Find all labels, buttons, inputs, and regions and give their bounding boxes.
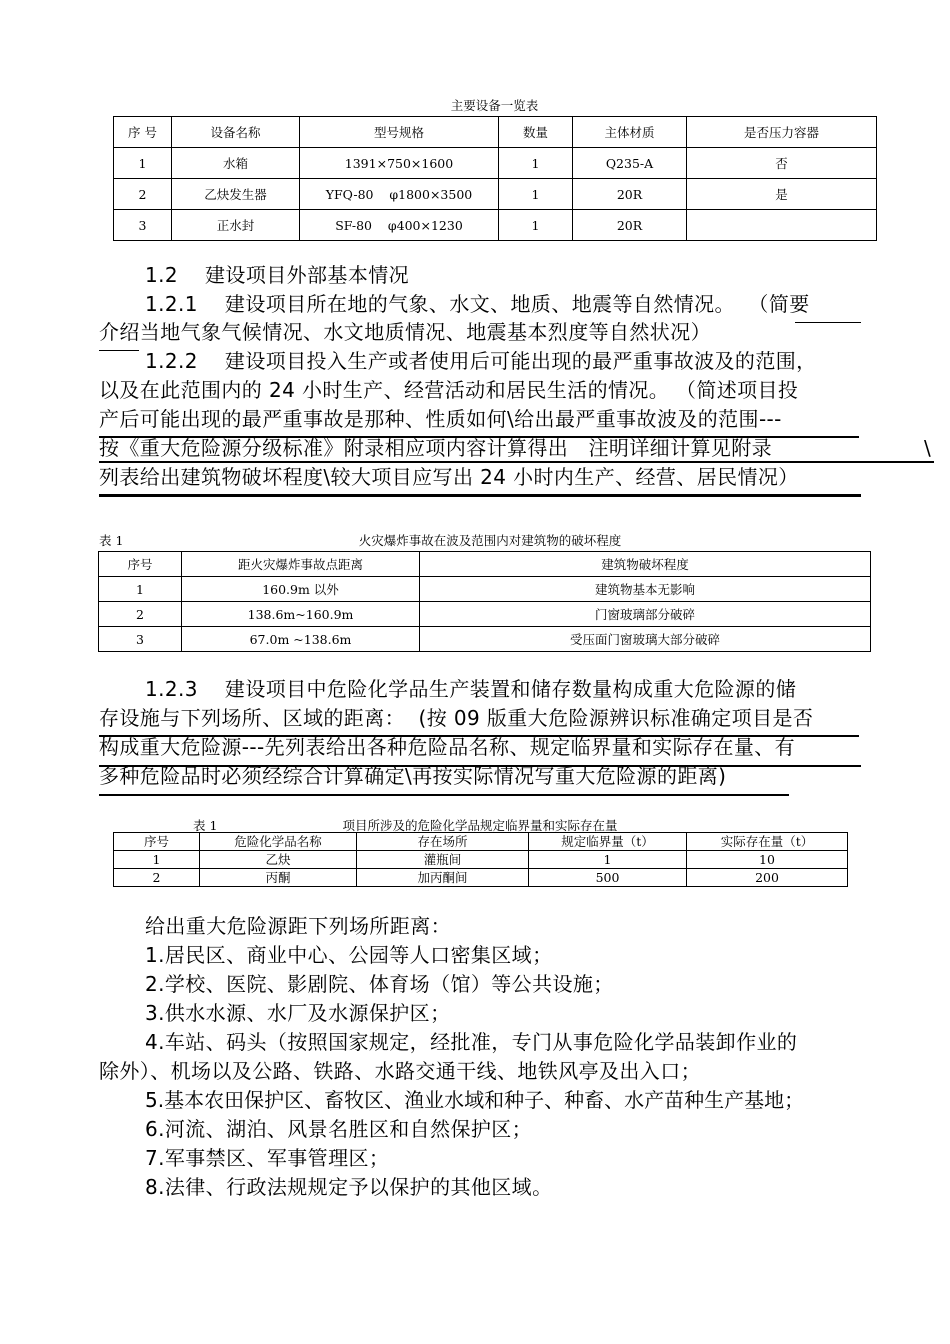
- underline-rule: [99, 350, 139, 351]
- paragraph-line: 介绍当地气象气候情况、水文地质情况、地震基本烈度等自然状况）: [99, 320, 711, 344]
- table-header-row: [99, 552, 871, 577]
- table-cell: 乙炔发生器: [172, 179, 300, 210]
- table-cell: 水箱: [172, 148, 300, 179]
- header-cell: 数量: [499, 117, 573, 148]
- table-cell: 1: [114, 851, 200, 869]
- table-header-row: [114, 117, 877, 148]
- table-cell: 受压面门窗玻璃大部分破碎: [420, 627, 871, 652]
- table-header-row: [114, 833, 848, 851]
- table-cell: 是: [687, 179, 877, 210]
- table-cell: 1: [529, 851, 687, 869]
- table-row: [114, 869, 848, 887]
- table-cell: 丙酮: [200, 869, 357, 887]
- table-cell: 1: [114, 148, 172, 179]
- table-cell: 2: [114, 179, 172, 210]
- table-cell: 1: [99, 577, 182, 602]
- table-cell: 1391×750×1600: [300, 148, 499, 179]
- table-row: [114, 851, 848, 869]
- header-cell: 主体材质: [573, 117, 687, 148]
- list-item: 3.供水水源、水厂及水源保护区；: [145, 1001, 451, 1025]
- list-item: 6.河流、湖泊、风景名胜区和自然保护区；: [145, 1117, 533, 1141]
- table-cell: 160.9m 以外: [182, 577, 420, 602]
- table-cell: 乙炔: [200, 851, 357, 869]
- paragraph-line: 存设施与下列场所、区域的距离： (按 09 版重大危险源辨识标准确定项目是否: [99, 706, 814, 730]
- table-cell: 3: [114, 210, 172, 241]
- table-cell: 20R: [573, 210, 687, 241]
- list-item: 2.学校、医院、影剧院、体育场（馆）等公共设施；: [145, 972, 614, 996]
- chem-table-caption: 项目所涉及的危险化学品规定临界量和实际存在量: [342, 818, 618, 833]
- paragraph-line: 构成重大危险源---先列表给出各种危险品名称、规定临界量和实际存在量、有: [99, 735, 796, 759]
- table-cell: 建筑物基本无影响: [420, 577, 871, 602]
- table-cell: SF-80 φ400×1230: [300, 210, 499, 241]
- table-label: 表 1: [99, 533, 124, 548]
- equipment-table: [113, 116, 877, 241]
- table-cell: 20R: [573, 179, 687, 210]
- table-cell: 1: [499, 210, 573, 241]
- header-cell: 实际存在量（t）: [687, 833, 848, 851]
- table-cell: 否: [687, 148, 877, 179]
- paragraph-line: 按《重大危险源分级标准》附录相应项内容计算得出 注明详细计算见附录: [99, 436, 773, 460]
- table-cell: 2: [114, 869, 200, 887]
- list-intro: 给出重大危险源距下列场所距离：: [145, 914, 451, 938]
- table-cell: 1: [499, 179, 573, 210]
- chemicals-table: [113, 832, 848, 887]
- table-cell: 67.0m ~138.6m: [182, 627, 420, 652]
- table-cell: Q235-A: [573, 148, 687, 179]
- table-cell: 3: [99, 627, 182, 652]
- list-item: 1.居民区、商业中心、公园等人口密集区域；: [145, 943, 553, 967]
- table-cell: 1: [499, 148, 573, 179]
- paragraph-line: 产后可能出现的最严重事故是那种、性质如何\给出最严重事故波及的范围---: [99, 407, 782, 431]
- table-row: [114, 179, 877, 210]
- table-label: 表 1: [193, 818, 218, 833]
- list-item: 除外）、机场以及公路、铁路、水路交通干线、地铁风亭及出入口；: [99, 1059, 701, 1083]
- paragraph-line: 1.2.1 建设项目所在地的气象、水文、地质、地震等自然情况。 （简要: [145, 292, 810, 316]
- table-cell: 200: [687, 869, 848, 887]
- table-cell: 正水封: [172, 210, 300, 241]
- table-cell: 500: [529, 869, 687, 887]
- header-cell: 危险化学品名称: [200, 833, 357, 851]
- fire-table-caption: 火灾爆炸事故在波及范围内对建筑物的破坏程度: [358, 533, 622, 548]
- table-row: [99, 602, 871, 627]
- header-cell: 型号规格: [300, 117, 499, 148]
- header-cell: 设备名称: [172, 117, 300, 148]
- header-cell: 序号: [99, 552, 182, 577]
- header-cell: 规定临界量（t）: [529, 833, 687, 851]
- table-cell: 2: [99, 602, 182, 627]
- header-cell: 距火灾爆炸事故点距离: [182, 552, 420, 577]
- table-row: [114, 210, 877, 241]
- header-cell: 是否压力容器: [687, 117, 877, 148]
- table-cell: 加丙酮间: [357, 869, 529, 887]
- list-item: 4.车站、码头（按照国家规定，经批准，专门从事危险化学品装卸作业的: [145, 1030, 798, 1054]
- table-cell: 灌瓶间: [357, 851, 529, 869]
- paragraph-line: 列表给出建筑物破坏程度\较大项目应写出 24 小时内生产、经营、居民情况）: [99, 465, 799, 489]
- table-cell: 门窗玻璃部分破碎: [420, 602, 871, 627]
- paragraph-line: 1.2.2 建设项目投入生产或者使用后可能出现的最严重事故波及的范围，: [145, 349, 817, 373]
- table-row: [99, 627, 871, 652]
- section-heading: 1.2 建设项目外部基本情况: [145, 263, 410, 287]
- equipment-table-caption: 主要设备一览表: [450, 98, 539, 113]
- paragraph-line: 多种危险品时必须经综合计算确定\再按实际情况写重大危险源的距离): [99, 764, 727, 788]
- paragraph-line: 以及在此范围内的 24 小时生产、经营活动和居民生活的情况。 （简述项目投: [99, 378, 799, 402]
- header-cell: 序 号: [114, 117, 172, 148]
- list-item: 8.法律、行政法规规定予以保护的其他区域。: [145, 1175, 553, 1199]
- list-item: 5.基本农田保护区、畜牧区、渔业水域和种子、种畜、水产苗种生产基地；: [145, 1088, 805, 1112]
- underline-rule: [795, 322, 861, 323]
- table-cell: [687, 210, 877, 241]
- underline-rule: [99, 494, 861, 497]
- fire-damage-table: [98, 551, 871, 652]
- header-cell: 序号: [114, 833, 200, 851]
- table-row: [99, 577, 871, 602]
- table-cell: YFQ-80 φ1800×3500: [300, 179, 499, 210]
- header-cell: 建筑物破坏程度: [420, 552, 871, 577]
- list-item: 7.军事禁区、军事管理区；: [145, 1146, 390, 1170]
- table-row: [114, 148, 877, 179]
- paragraph-line: \: [924, 436, 932, 460]
- table-cell: 10: [687, 851, 848, 869]
- paragraph-line: 1.2.3 建设项目中危险化学品生产装置和储存数量构成重大危险源的储: [145, 677, 797, 701]
- table-cell: 138.6m~160.9m: [182, 602, 420, 627]
- underline-rule: [99, 794, 789, 796]
- header-cell: 存在场所: [357, 833, 529, 851]
